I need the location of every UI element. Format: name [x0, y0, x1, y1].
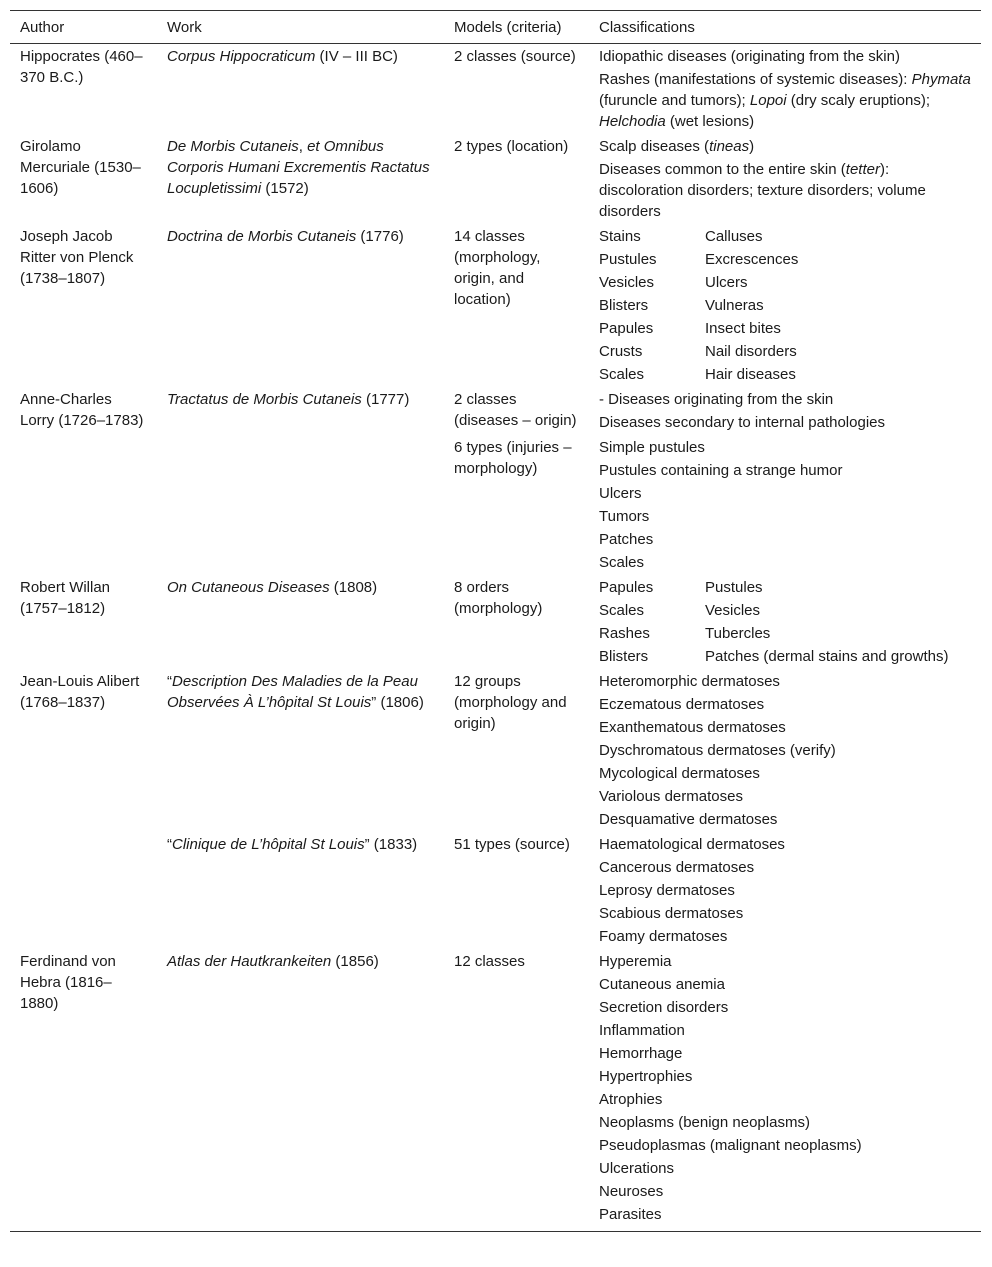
work-cell: “Clinique de L’hôpital St Louis” (1833) [167, 836, 418, 853]
header-row [10, 11, 981, 44]
italic-text: Description Des Maladies de la Peau Observées À L’hôpital St Louis [167, 673, 418, 711]
classification-item: Atrophies [599, 1091, 663, 1108]
classification-pair [599, 646, 971, 667]
classifications-cell [589, 669, 981, 832]
work-cell: Corpus Hippocraticum (IV – III BC) [167, 48, 398, 65]
classification-item: Papules [599, 579, 654, 596]
classification-item: Vesicles [705, 602, 761, 619]
classification-item: Pustules [599, 251, 657, 268]
header-models: Models (criteria) [444, 11, 589, 44]
classification-item: Leprosy dermatoses [599, 882, 735, 899]
model-cell: 14 classes (morphology, origin, and location) [454, 228, 541, 308]
classification-item: Scabious dermatoses [599, 905, 744, 922]
table-row [10, 575, 981, 669]
model-cell: 51 types (source) [454, 836, 570, 853]
classification-item: Exanthematous dermatoses [599, 719, 786, 736]
classification-item: Foamy dermatoses [599, 928, 728, 945]
classification-table [10, 10, 981, 1232]
classification-pair [599, 226, 971, 247]
italic-text: tetter [845, 161, 880, 178]
classification-item: Dyschromatous dermatoses (verify) [599, 742, 836, 759]
classifications-cell [589, 575, 981, 669]
italic-text: et Omnibus Corporis Humani Excrementis Ractatus Locupletissimi [167, 138, 430, 197]
classifications-cell [589, 832, 981, 949]
classification-item: Calluses [705, 228, 763, 245]
italic-text: tineas [709, 138, 750, 155]
italic-text: Doctrina de Morbis Cutaneis [167, 228, 357, 245]
classification-item: Rashes [599, 625, 650, 642]
classification-item: Pustules containing a strange humor [599, 462, 843, 479]
classification-item: Inflammation [599, 1022, 685, 1039]
classification-item: Excrescences [705, 251, 799, 268]
work-cell: On Cutaneous Diseases (1808) [167, 579, 378, 596]
author-cell: Joseph Jacob Ritter von Plenck (1738–1807) [20, 228, 134, 287]
classification-item: Insect bites [705, 320, 781, 337]
classification-item: Hemorrhage [599, 1045, 683, 1062]
author-cell [10, 832, 157, 949]
classification-item: Neoplasms (benign neoplasms) [599, 1114, 810, 1131]
author-cell: Anne-Charles Lorry (1726–1783) [20, 391, 144, 429]
classification-item: Diseases secondary to internal pathologies [599, 414, 886, 431]
classification-item: Ulcerations [599, 1160, 675, 1177]
classification-item: Blisters [599, 297, 649, 314]
work-cell [157, 435, 444, 575]
classifications-cell [589, 949, 981, 1232]
table-body [10, 44, 981, 1232]
table-row [10, 44, 981, 135]
work-cell: Atlas der Hautkrankeiten (1856) [157, 949, 444, 1232]
classification-item: Scales [599, 366, 645, 383]
classifications-cell [589, 387, 981, 435]
table-row [10, 224, 981, 387]
classification-item: Mycological dermatoses [599, 765, 760, 782]
document [10, 10, 981, 1232]
classification-item: Eczematous dermatoses [599, 696, 765, 713]
classification-pair [599, 341, 971, 362]
classification-item: Pustules [705, 579, 763, 596]
author-cell: Hippocrates (460–370 B.C.) [20, 48, 143, 86]
italic-text: On Cutaneous Diseases [167, 579, 330, 596]
author-cell: Jean-Louis Alibert (1768–1837) [20, 673, 140, 711]
classification-item: Variolous dermatoses [599, 788, 743, 805]
author-cell: Girolamo Mercuriale (1530–1606) [20, 138, 141, 197]
classification-pair [599, 249, 971, 270]
model-cell: 12 groups (morphology and origin) [454, 673, 567, 732]
italic-text: De Morbis Cutaneis [167, 138, 299, 155]
classification-item: Patches [599, 531, 654, 548]
header-classifications: Classifications [589, 11, 981, 44]
classification-item: - Diseases originating from the skin [599, 391, 834, 408]
classification-item: Vulneras [705, 297, 764, 314]
classification-item: Simple pustules [599, 439, 705, 456]
italic-text: Lopoi [749, 92, 787, 109]
classification-item: Haematological dermatoses [599, 836, 785, 853]
classification-item: Rashes (manifestations of systemic diseases): Phymata (furuncle and tumors); Lopoi (dry scaly eruptions); Helchodia (wet lesions) [599, 71, 971, 130]
model-cell: 2 types (location) [454, 138, 569, 155]
classification-item: Ulcers [705, 274, 748, 291]
classifications-cell [589, 44, 981, 135]
table-row [10, 435, 981, 575]
classification-item: Cancerous dermatoses [599, 859, 755, 876]
model-cell: 12 classes [444, 949, 589, 1232]
author-cell [10, 435, 157, 575]
classification-item: Papules [599, 320, 654, 337]
classification-pair [599, 600, 971, 621]
classifications-cell [589, 224, 981, 387]
italic-text: Clinique de L’hôpital St Louis [172, 836, 365, 853]
italic-text: Atlas der Hautkrankeiten [167, 953, 332, 970]
work-cell: “Description Des Maladies de la Peau Observées À L’hôpital St Louis” (1806) [167, 673, 424, 711]
classification-item: Secretion disorders [599, 999, 729, 1016]
italic-text: Corpus Hippocraticum [167, 48, 316, 65]
classification-item: Neuroses [599, 1183, 664, 1200]
classification-item: Scalp diseases (tineas) [599, 138, 755, 155]
classification-item: Scales [599, 554, 645, 571]
work-cell: De Morbis Cutaneis, et Omnibus Corporis Humani Excrementis Ractatus Locupletissimi (1572) [167, 138, 430, 197]
classification-pair [599, 272, 971, 293]
model-cell: 2 classes (source) [454, 48, 576, 65]
classification-pair [599, 364, 971, 385]
classification-item: Hypertrophies [599, 1068, 693, 1085]
classification-item: Scales [599, 602, 645, 619]
classification-item: Stains [599, 228, 641, 245]
classification-pair [599, 295, 971, 316]
classification-item: Patches (dermal stains and growths) [705, 648, 949, 665]
classification-pair [599, 623, 971, 644]
classification-item: Parasites [599, 1206, 662, 1223]
classification-pair [599, 318, 971, 339]
author-cell: Robert Willan (1757–1812) [20, 579, 111, 617]
classification-item: Ulcers [599, 485, 642, 502]
classification-item: Tumors [599, 508, 650, 525]
classification-item: Desquamative dermatoses [599, 811, 778, 828]
italic-text: Tractatus de Morbis Cutaneis [167, 391, 362, 408]
classification-item: Nail disorders [705, 343, 797, 360]
classifications-cell [589, 134, 981, 224]
work-cell: Tractatus de Morbis Cutaneis (1777) [167, 391, 410, 408]
classification-item: Crusts [599, 343, 643, 360]
classification-item: Blisters [599, 648, 649, 665]
classification-item: Cutaneous anemia [599, 976, 725, 993]
header-work: Work [157, 11, 444, 44]
table-row [10, 387, 981, 435]
model-cell: 6 types (injuries – morphology) [454, 439, 572, 477]
italic-text: Helchodia [599, 113, 666, 130]
author-cell: Ferdinand von Hebra (1816–1880) [10, 949, 157, 1232]
model-cell: 2 classes (diseases – origin) [454, 391, 577, 429]
classification-item: Diseases common to the entire skin (tetter): discoloration disorders; texture disorders; volume disorders [599, 161, 926, 220]
classification-item: Heteromorphic dermatoses [599, 673, 780, 690]
classification-pair [599, 577, 971, 598]
classification-item: Vesicles [599, 274, 655, 291]
classification-item: Hair diseases [705, 366, 796, 383]
table-row [10, 669, 981, 832]
classification-item: Idiopathic diseases (originating from the skin) [599, 48, 900, 65]
table-row [10, 832, 981, 949]
model-cell: 8 orders (morphology) [454, 579, 543, 617]
table-row [10, 134, 981, 224]
header-author: Author [10, 11, 157, 44]
classification-item: Pseudoplasmas (malignant neoplasms) [599, 1137, 862, 1154]
table-row [10, 949, 981, 1232]
italic-text: Phymata [911, 71, 971, 88]
classifications-cell [589, 435, 981, 575]
classification-item: Hyperemia [599, 953, 672, 970]
classification-item: Tubercles [705, 625, 771, 642]
work-cell: Doctrina de Morbis Cutaneis (1776) [167, 228, 404, 245]
